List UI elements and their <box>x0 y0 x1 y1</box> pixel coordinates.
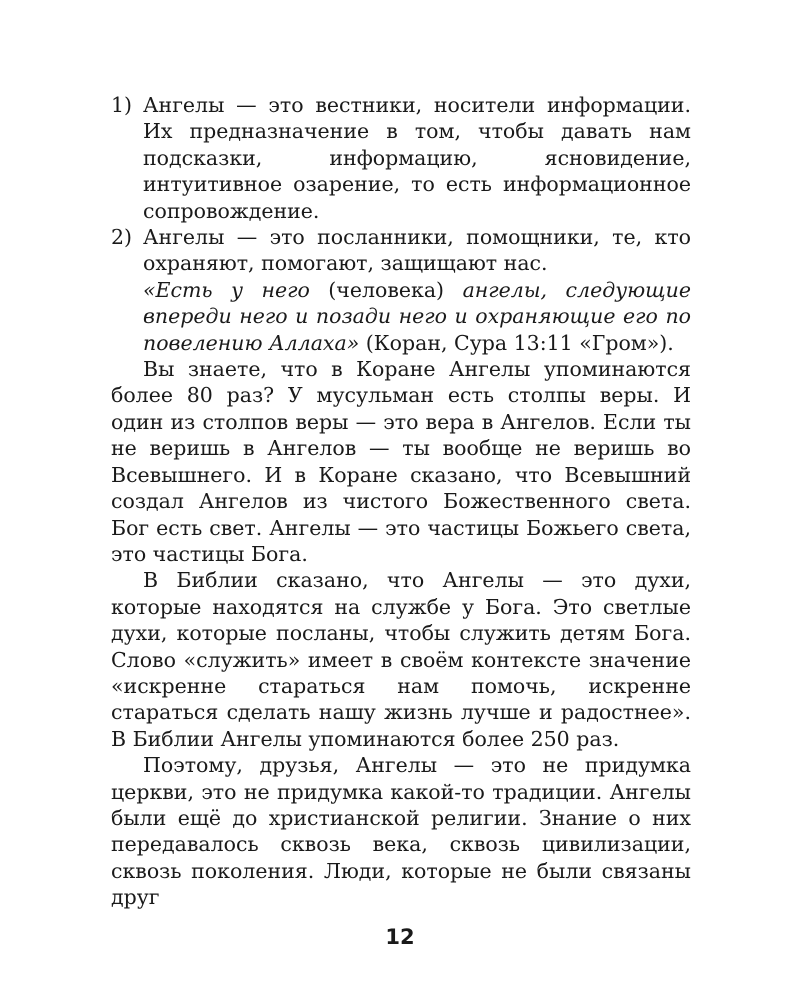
list-item-2 <box>111 224 691 277</box>
page-body-text <box>111 92 691 911</box>
quran-quote <box>143 277 691 356</box>
quote-italic-part-1: «Есть у него <box>143 277 310 302</box>
quote-citation: (Коран, Сура 13:11 «Гром»). <box>359 330 674 355</box>
quote-plain-part-2: (человека) <box>309 277 463 302</box>
list-marker: 1) <box>111 93 133 117</box>
list-item-1 <box>111 92 691 224</box>
page-number: 12 <box>385 925 415 949</box>
list-item-text: Ангелы — это вестники, носители информации. Их предназначение в том, чтобы давать нам подсказки, информацию, ясновидение, интуитивное озарение, то есть информационное сопровождение. <box>143 93 691 223</box>
paragraph-bible: В Библии сказано, что Ангелы — это духи, которые находятся на службе у Бога. Это светлые духи, которые посланы, чтобы служить детям Бога. Слово «служить» имеет в своём контексте значение «искренне стараться нам помочь, искренне стараться сделать нашу жизнь лучше и радостнее». В Библии Ангелы упоминаются более 250 раз. <box>111 568 691 751</box>
list-item-text: Ангелы — это посланники, помощники, те, кто охраняют, помогают, защищают нас. <box>143 225 691 276</box>
quote-italic-part-3: ангелы, следующие впереди него и позади него и охраняющие его по повелению Аллаха» <box>143 277 691 355</box>
paragraph-koran: Вы знаете, что в Коране Ангелы упоминаются более 80 раз? У мусульман есть столпы веры. И один из столпов веры — это вера в Ангелов. Если ты не веришь в Ангелов — ты вообще не веришь во Всевышнего. И в Коране сказано, что Всевышний создал Ангелов из чистого Божественного света. Бог есть свет. Ангелы — это частицы Божьего света, это частицы Бога. <box>111 357 691 566</box>
list-marker: 2) <box>111 225 133 250</box>
paragraph-tradition: Поэтому, друзья, Ангелы — это не придумка церкви, это не придумка какой-то традиции. Ангелы были ещё до христианской религии. Знание о них передавалось сквозь века, сквозь цивилизации, сквозь поколения. Люди, которые не были связаны друг <box>111 753 691 910</box>
